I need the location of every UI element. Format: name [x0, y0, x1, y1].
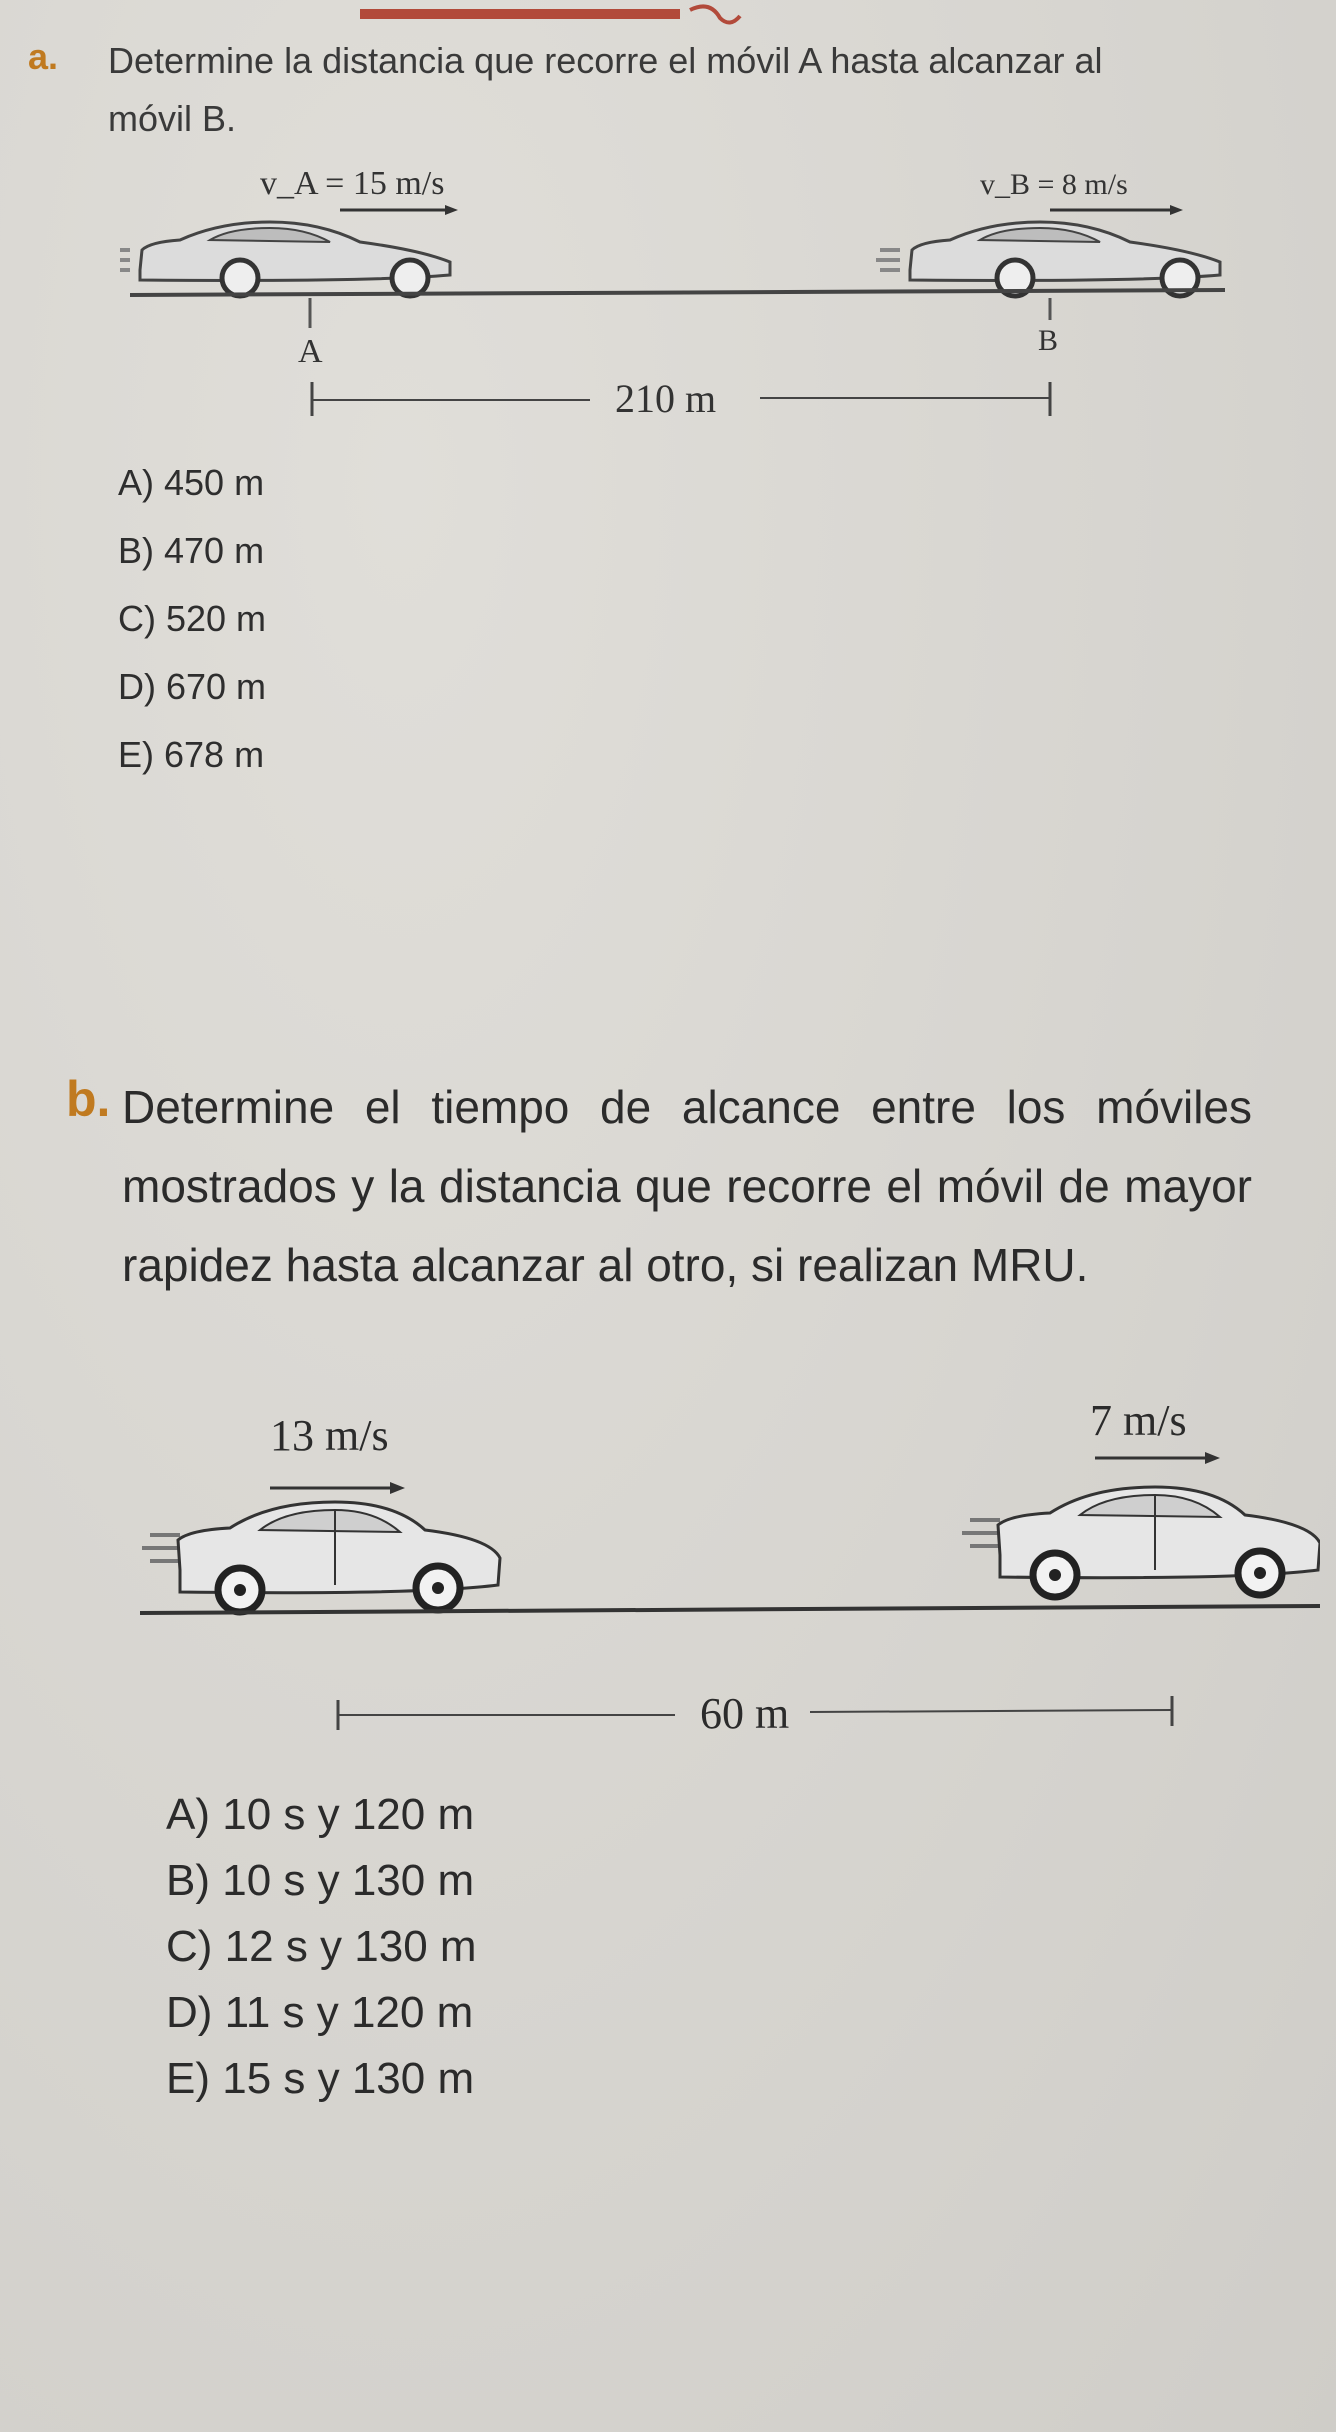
- option-b-5[interactable]: E) 15 s y 130 m: [166, 2054, 475, 2103]
- car-b-icon: [876, 222, 1220, 296]
- option-b-3[interactable]: C) 12 s y 130 m: [166, 1922, 477, 1971]
- option-a-3[interactable]: C) 520 m: [118, 598, 267, 639]
- option-a-5[interactable]: E) 678 m: [118, 734, 265, 775]
- road-line: [130, 290, 1225, 295]
- car-a-icon: [120, 222, 450, 296]
- top-scribble: [340, 0, 760, 30]
- speed-left-label: 13 m/s: [270, 1411, 389, 1460]
- speed-b-label: v_B = 8 m/s: [980, 168, 1128, 201]
- problem-b-marker: b.: [66, 1071, 111, 1127]
- problem-a-prompt: Determine la distancia que recorre el móvil A hasta alcanzar al móvil B.: [108, 40, 1103, 139]
- car-right-icon: [962, 1487, 1320, 1597]
- road-line-b: [140, 1606, 1320, 1613]
- speed-a-label: v_A = 15 m/s: [260, 165, 445, 202]
- distance-a-label: 210 m: [615, 376, 717, 421]
- distance-b-label: 60 m: [700, 1689, 790, 1738]
- speed-right-label: 7 m/s: [1090, 1396, 1187, 1445]
- figure-a: [120, 150, 1240, 440]
- option-b-1[interactable]: A) 10 s y 120 m: [166, 1790, 475, 1839]
- option-a-2[interactable]: B) 470 m: [118, 530, 265, 571]
- marker-b-label: B: [1038, 324, 1059, 357]
- problem-a-marker: a.: [28, 36, 59, 77]
- option-b-2[interactable]: B) 10 s y 130 m: [166, 1856, 475, 1905]
- option-b-4[interactable]: D) 11 s y 120 m: [166, 1988, 474, 2037]
- figure-b: [120, 1380, 1320, 1760]
- option-a-1[interactable]: A) 450 m: [118, 462, 265, 503]
- problem-b-prompt: Determine el tiempo de alcance entre los móviles mostrados y la distancia que recorre el móvil de mayor rapidez hasta alcanzar al otro, si realizan MRU.: [122, 1081, 1252, 1291]
- marker-a-label: A: [298, 333, 323, 370]
- option-a-4[interactable]: D) 670 m: [118, 666, 267, 707]
- car-left-icon: [142, 1502, 500, 1612]
